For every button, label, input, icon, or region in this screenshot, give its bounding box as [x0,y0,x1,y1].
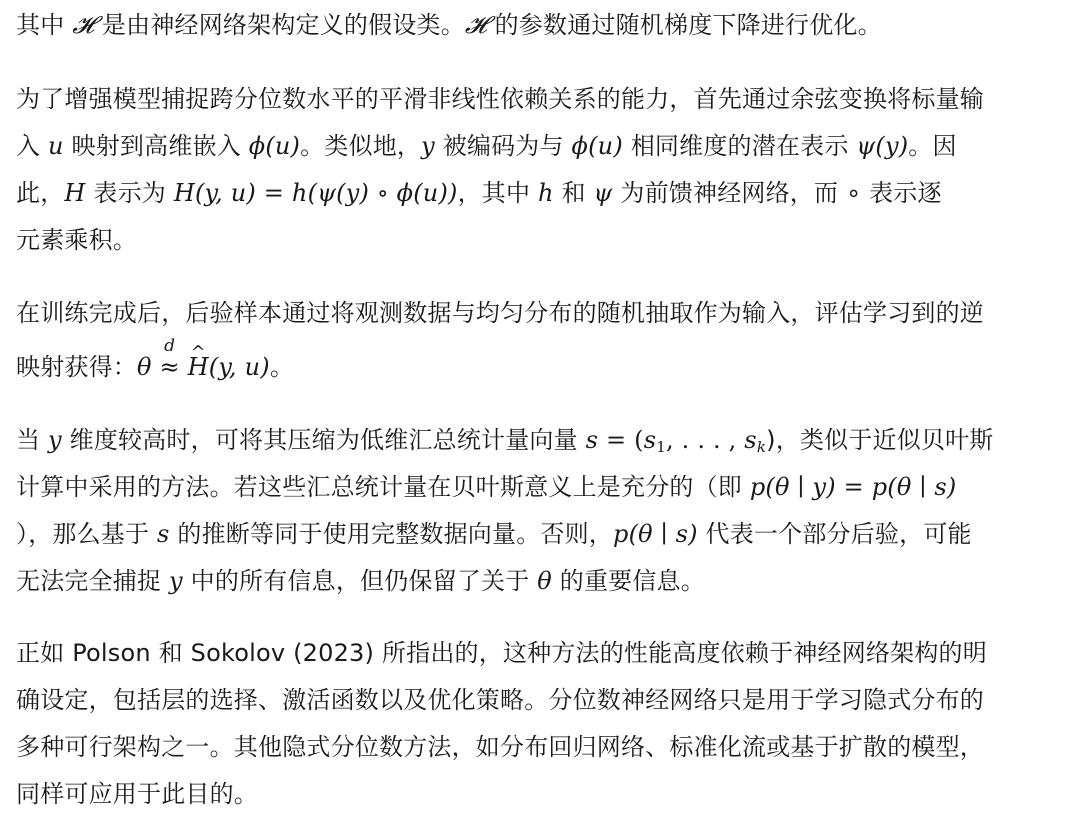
distribution-superscript: d [164,336,176,356]
text: 的推断等同于使用完整数据向量。否则， [169,520,613,548]
text: 在训练完成后，后验样本通过将观测数据与均匀分布的随机抽取作为输入，评估学习到的逆 [16,299,984,327]
math-equals-open: = ( [598,426,644,454]
subscript-1: 1 [656,438,666,456]
text: 。 [269,353,295,381]
math-s: s [744,426,757,454]
text: 中的所有信息，但仍保留了关于 [182,567,538,595]
text: 代表一个部分后验，可能 [697,520,972,548]
text: 为前馈神经网络，而 ∘ 表示逐 [612,179,942,207]
math-theta: θ [137,353,152,381]
text: 入 [16,132,49,160]
math-psi-y: ψ(y) [856,132,909,160]
math-args: (y, u) [208,353,270,381]
math-y: y [169,567,183,595]
text: 为了增强模型捕捉跨分位数水平的平滑非线性依赖关系的能力，首先通过余弦变换将标量输 [16,85,984,113]
paragraph-1-line-1 [16,10,882,40]
text: 维度较高时，可将其压缩为低维汇总统计量向量 [61,426,586,454]
subscript-k: k [756,438,767,456]
math-H: H [64,179,86,207]
math-phi-u: ϕ(u) [571,132,623,160]
paragraph-5-line-2 [16,685,984,715]
text: 映射获得： [16,353,137,381]
math-sufficiency: p(θ ∣ y) = p(θ ∣ s) [749,473,957,501]
paragraph-4-line-4 [16,566,705,596]
text: 正如 Polson 和 Sokolov (2023) 所指出的，这种方法的性能高度依赖于神经网络架构的明 [16,639,987,667]
math-theta: θ [537,567,552,595]
math-ellipsis: , . . . , [666,426,745,454]
text: )，类似于近似贝叶斯 [766,426,994,454]
math-H-hat: ^ H [188,352,209,382]
math-psi: ψ [593,179,613,207]
paragraph-2-line-4 [16,225,137,255]
paragraph-4-line-3 [16,519,972,549]
paragraph-2-line-3 [16,178,942,208]
math-phi-u: ϕ(u) [248,132,301,160]
approx-symbol: ≈ [159,353,180,381]
math-y: y [421,132,435,160]
text: 的参数通过随机梯度下降进行优化。 [486,11,882,39]
paragraph-2-line-2 [16,131,957,161]
paragraph-3-line-2 [16,336,295,382]
text: 其中 [16,11,73,39]
math-H-definition: H(y, u) = h(ψ(y) ∘ ϕ(u)) [173,179,458,207]
text [180,353,188,381]
text: 表示为 [85,179,174,207]
text: 。因 [908,132,957,160]
math-s: s [643,426,657,454]
text: 相同维度的潜在表示 [622,132,857,160]
text: 被编码为与 [434,132,572,160]
text [152,353,160,381]
text: 多种可行架构之一。其他隐式分位数方法，如分布回归网络、标准化流或基于扩散的模型， [16,733,984,761]
math-partial-posterior: p(θ ∣ s) [613,520,698,548]
text: 同样可应用于此目的。 [16,780,258,808]
text: 元素乘积。 [16,226,137,254]
paragraph-4-line-1 [16,425,994,462]
paragraph-4-line-2 [16,472,956,502]
text: ），那么基于 [16,520,158,548]
text: 无法完全捕捉 [16,567,170,595]
paragraph-5-line-1 [16,638,987,668]
paragraph-3-line-1 [16,298,984,328]
paragraph-5-line-4 [16,779,258,809]
text: 映射到高维嵌入 [63,132,249,160]
text: 。类似地， [300,132,422,160]
math-s: s [585,426,599,454]
math-hypothesis-class: 𝓗 [72,11,95,39]
text: 确设定，包括层的选择、激活函数以及优化策略。分位数神经网络只是用于学习隐式分布的 [16,686,984,714]
approx-in-distribution-symbol [159,336,180,381]
math-u: u [48,132,64,160]
math-hypothesis-class: 𝓗 [464,11,487,39]
math-s: s [157,520,170,548]
paragraph-2-line-1 [16,84,984,114]
paragraph-5-line-3 [16,732,984,762]
text: 此， [16,179,65,207]
math-y: y [48,426,62,454]
text: 的重要信息。 [551,567,705,595]
text: 和 [553,179,594,207]
text: 计算中采用的方法。若这些汇总统计量在贝叶斯意义上是充分的（即 [16,473,750,501]
text: ，其中 [457,179,539,207]
text: 当 [16,426,49,454]
text: 是由神经网络架构定义的假设类。 [94,11,465,39]
math-h: h [538,179,554,207]
